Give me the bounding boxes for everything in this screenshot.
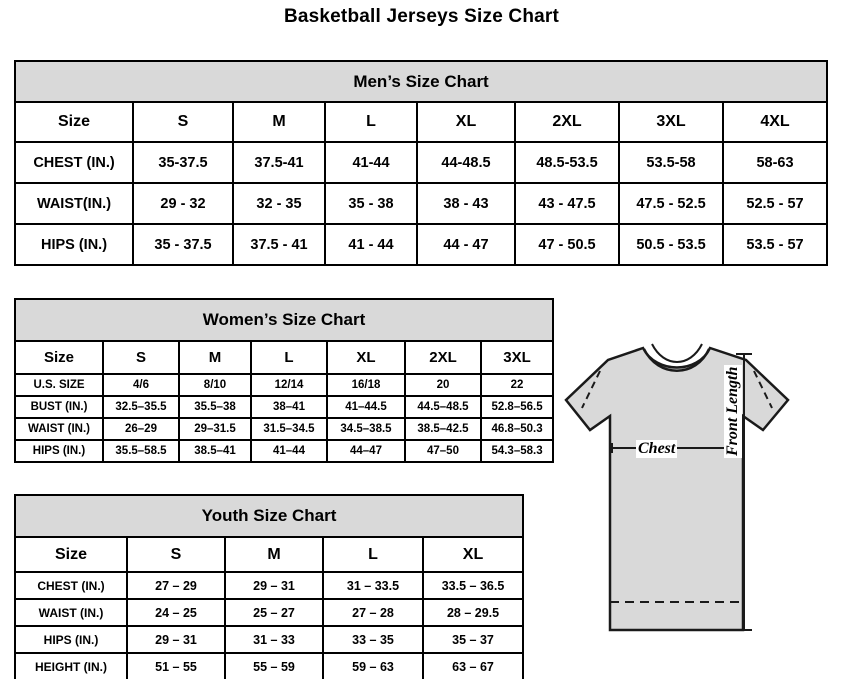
table-cell: 35 – 37 (423, 626, 523, 653)
table-cell: 35-37.5 (133, 142, 233, 183)
youth-size-chart-table (14, 494, 524, 679)
table-cell: 8/10 (179, 374, 251, 396)
column-header: M (233, 102, 325, 142)
table-cell: 54.3–58.3 (481, 440, 553, 462)
column-header: M (225, 537, 323, 572)
column-header: L (251, 341, 327, 374)
table-cell: 34.5–38.5 (327, 418, 405, 440)
jersey-measurement-diagram (548, 330, 838, 675)
row-label: HIPS (IN.) (15, 440, 103, 462)
column-header: Size (15, 341, 103, 374)
chest-measurement-label: Chest (638, 440, 676, 457)
column-header: S (133, 102, 233, 142)
table-row (15, 224, 827, 265)
mens-size-chart-table (14, 60, 828, 266)
table-caption-row (15, 495, 523, 537)
table-row (15, 626, 523, 653)
front-length-measurement-label: Front Length (724, 366, 741, 456)
table-cell: 55 – 59 (225, 653, 323, 679)
table-cell: 32.5–35.5 (103, 396, 179, 418)
table-cell: 53.5-58 (619, 142, 723, 183)
table-cell: 44-48.5 (417, 142, 515, 183)
row-label: HIPS (IN.) (15, 224, 133, 265)
row-label: CHEST (IN.) (15, 572, 127, 599)
row-label: WAIST(IN.) (15, 183, 133, 224)
table-cell: 44–47 (327, 440, 405, 462)
table-cell: 41-44 (325, 142, 417, 183)
table-cell: 33 – 35 (323, 626, 423, 653)
table-header-row (15, 102, 827, 142)
table-cell: 50.5 - 53.5 (619, 224, 723, 265)
table-cell: 38.5–41 (179, 440, 251, 462)
table-cell: 35 - 37.5 (133, 224, 233, 265)
column-header: 4XL (723, 102, 827, 142)
table-cell: 28 – 29.5 (423, 599, 523, 626)
table-cell: 38–41 (251, 396, 327, 418)
womens-size-chart-section (14, 298, 552, 463)
table-cell: 31 – 33.5 (323, 572, 423, 599)
table-cell: 43 - 47.5 (515, 183, 619, 224)
jersey-illustration (548, 330, 838, 675)
column-header: 3XL (481, 341, 553, 374)
table-caption-row (15, 61, 827, 102)
row-label: CHEST (IN.) (15, 142, 133, 183)
table-cell: 35.5–38 (179, 396, 251, 418)
table-cell: 31.5–34.5 (251, 418, 327, 440)
table-row (15, 440, 553, 462)
table-cell: 29 - 32 (133, 183, 233, 224)
table-cell: 47–50 (405, 440, 481, 462)
table-cell: 22 (481, 374, 553, 396)
table-cell: 47 - 50.5 (515, 224, 619, 265)
jersey-body-shape (566, 348, 788, 630)
table-cell: 35 - 38 (325, 183, 417, 224)
table-cell: 33.5 – 36.5 (423, 572, 523, 599)
row-label: BUST (IN.) (15, 396, 103, 418)
table-cell: 29 – 31 (225, 572, 323, 599)
column-header: 2XL (515, 102, 619, 142)
column-header: L (325, 102, 417, 142)
column-header: XL (417, 102, 515, 142)
mens-size-chart-section (14, 60, 826, 266)
row-label: WAIST (IN.) (15, 418, 103, 440)
table-cell: 35.5–58.5 (103, 440, 179, 462)
table-cell: 4/6 (103, 374, 179, 396)
row-label: U.S. SIZE (15, 374, 103, 396)
jersey-collar-inner (652, 344, 702, 362)
table-cell: 27 – 29 (127, 572, 225, 599)
table-cell: 29–31.5 (179, 418, 251, 440)
table-cell: 37.5 - 41 (233, 224, 325, 265)
table-cell: 52.8–56.5 (481, 396, 553, 418)
table-cell: 53.5 - 57 (723, 224, 827, 265)
table-cell: 47.5 - 52.5 (619, 183, 723, 224)
table-caption-row (15, 299, 553, 341)
row-label: WAIST (IN.) (15, 599, 127, 626)
column-header: Size (15, 102, 133, 142)
table-row (15, 599, 523, 626)
table-cell: 48.5-53.5 (515, 142, 619, 183)
column-header: S (127, 537, 225, 572)
table-cell: 26–29 (103, 418, 179, 440)
column-header: M (179, 341, 251, 374)
table-row (15, 374, 553, 396)
table-cell: 63 – 67 (423, 653, 523, 679)
womens-size-chart-table (14, 298, 554, 463)
column-header: XL (423, 537, 523, 572)
table-cell: 27 – 28 (323, 599, 423, 626)
row-label: HIPS (IN.) (15, 626, 127, 653)
table-row (15, 142, 827, 183)
table-cell: 44 - 47 (417, 224, 515, 265)
table-cell: 31 – 33 (225, 626, 323, 653)
table-header-row (15, 341, 553, 374)
youth-size-chart-section (14, 494, 522, 679)
column-header: Size (15, 537, 127, 572)
table-cell: 58-63 (723, 142, 827, 183)
table-cell: 38 - 43 (417, 183, 515, 224)
table-row (15, 396, 553, 418)
page-title: Basketball Jerseys Size Chart (283, 6, 560, 27)
mens-chart-caption: Men’s Size Chart (15, 61, 827, 102)
table-cell: 41 - 44 (325, 224, 417, 265)
column-header: S (103, 341, 179, 374)
table-cell: 32 - 35 (233, 183, 325, 224)
table-cell: 24 – 25 (127, 599, 225, 626)
table-cell: 25 – 27 (225, 599, 323, 626)
table-cell: 41–44 (251, 440, 327, 462)
table-row (15, 572, 523, 599)
table-cell: 37.5-41 (233, 142, 325, 183)
table-cell: 59 – 63 (323, 653, 423, 679)
column-header: 3XL (619, 102, 723, 142)
row-label: HEIGHT (IN.) (15, 653, 127, 679)
womens-chart-caption: Women’s Size Chart (15, 299, 553, 341)
table-row (15, 418, 553, 440)
table-row (15, 653, 523, 679)
youth-chart-caption: Youth Size Chart (15, 495, 523, 537)
table-cell: 52.5 - 57 (723, 183, 827, 224)
column-header: XL (327, 341, 405, 374)
table-cell: 20 (405, 374, 481, 396)
table-cell: 38.5–42.5 (405, 418, 481, 440)
column-header: L (323, 537, 423, 572)
table-header-row (15, 537, 523, 572)
table-cell: 46.8–50.3 (481, 418, 553, 440)
table-cell: 41–44.5 (327, 396, 405, 418)
table-cell: 12/14 (251, 374, 327, 396)
table-row (15, 183, 827, 224)
table-cell: 44.5–48.5 (405, 396, 481, 418)
table-cell: 29 – 31 (127, 626, 225, 653)
table-cell: 16/18 (327, 374, 405, 396)
table-cell: 51 – 55 (127, 653, 225, 679)
column-header: 2XL (405, 341, 481, 374)
